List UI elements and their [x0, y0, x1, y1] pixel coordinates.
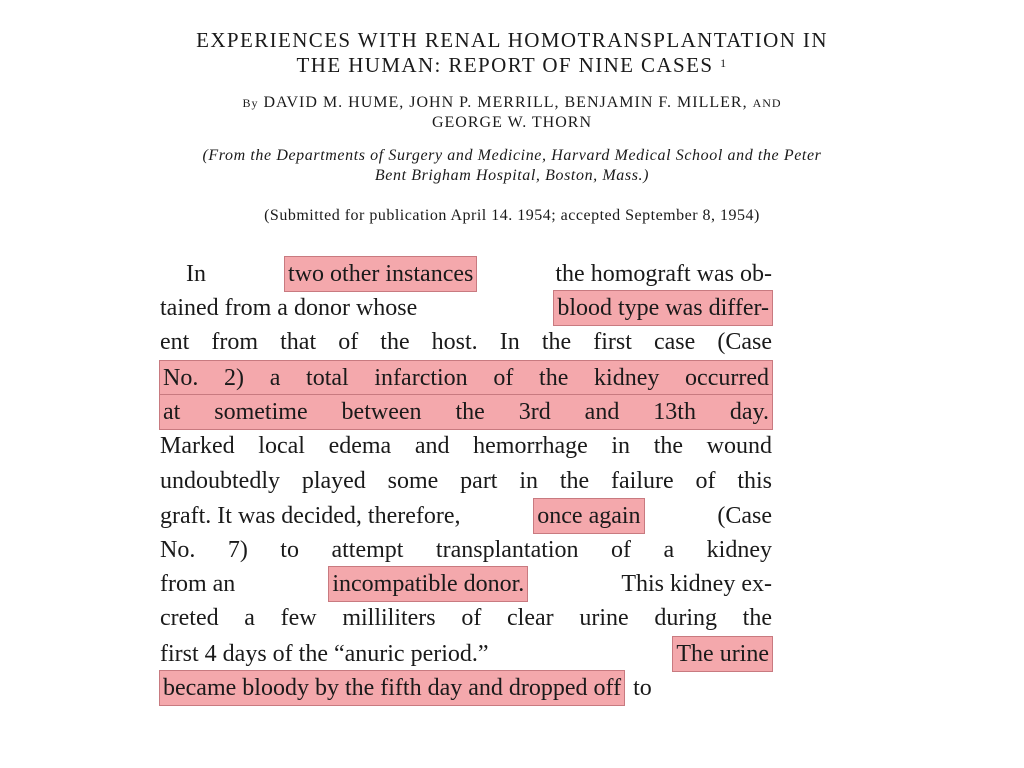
body-text: ent from that of the host. In the first case (Case — [160, 329, 772, 355]
body-line-12 — [160, 637, 772, 671]
body-line-1 — [186, 257, 772, 291]
body-text: from an — [160, 571, 236, 597]
authors-names-1: DAVID M. HUME, JOHN P. MERRILL, BENJAMIN F. MILLER, — [263, 94, 748, 111]
highlight-span: The urine — [673, 637, 772, 671]
highlight-span: No. 2) a total infarction of the kidney occurred — [160, 361, 772, 395]
body-text: In — [186, 261, 206, 287]
body-line-10 — [160, 567, 772, 601]
paper-title-line-1: EXPERIENCES WITH RENAL HOMOTRANSPLANTATION IN — [196, 28, 828, 52]
authors-and: AND — [752, 96, 782, 110]
body-text: undoubtedly played some part in the failure of this — [160, 468, 772, 494]
body-text: graft. It was decided, therefore, — [160, 503, 461, 529]
body-line-6 — [160, 429, 772, 463]
highlight-span: once again — [534, 499, 643, 533]
authors-by: By — [242, 96, 259, 110]
body-line-8 — [160, 499, 772, 533]
body-line-11 — [160, 601, 772, 635]
body-line-4 — [160, 361, 772, 395]
highlight-span: blood type was differ- — [554, 291, 772, 325]
paper-title-line-2-text: THE HUMAN: REPORT OF NINE CASES — [296, 53, 714, 77]
body-line-7 — [160, 464, 772, 498]
highlight-span: two other instances — [285, 257, 476, 291]
affiliation-line-2: Bent Brigham Hospital, Boston, Mass.) — [374, 167, 650, 184]
body-text: the homograft was ob- — [555, 261, 772, 287]
body-line-5 — [160, 395, 772, 429]
body-text: No. 7) to attempt transplantation of a kidney — [160, 537, 772, 563]
body-text: first 4 days of the “anuric period.” — [160, 641, 489, 667]
body-line-2 — [160, 291, 772, 325]
body-text: tained from a donor whose — [160, 295, 418, 321]
highlight-span: at sometime between the 3rd and 13th day. — [160, 395, 772, 429]
body-text: (Case — [717, 503, 772, 529]
body-text: creted a few milliliters of clear urine during the — [160, 605, 772, 631]
footnote-mark: 1 — [720, 56, 728, 70]
submission-dates: (Submitted for publication April 14. 1954; accepted September 8, 1954) — [264, 207, 760, 224]
authors-line-1 — [0, 93, 1024, 113]
body-line-9 — [160, 533, 772, 567]
authors-line-2: GEORGE W. THORN — [431, 114, 593, 131]
body-line-3 — [160, 325, 772, 359]
highlight-span: became bloody by the fifth day and dropped off — [160, 671, 624, 705]
affiliation-line-1: (From the Departments of Surgery and Medicine, Harvard Medical School and the Peter — [202, 147, 822, 164]
body-text: This kidney ex- — [621, 571, 772, 597]
body-text: Marked local edema and hemorrhage in the wound — [160, 433, 772, 459]
paper-title-line-2 — [0, 53, 1024, 78]
body-text: to — [633, 675, 652, 701]
highlight-span: incompatible donor. — [329, 567, 527, 601]
body-line-13 — [160, 671, 772, 705]
